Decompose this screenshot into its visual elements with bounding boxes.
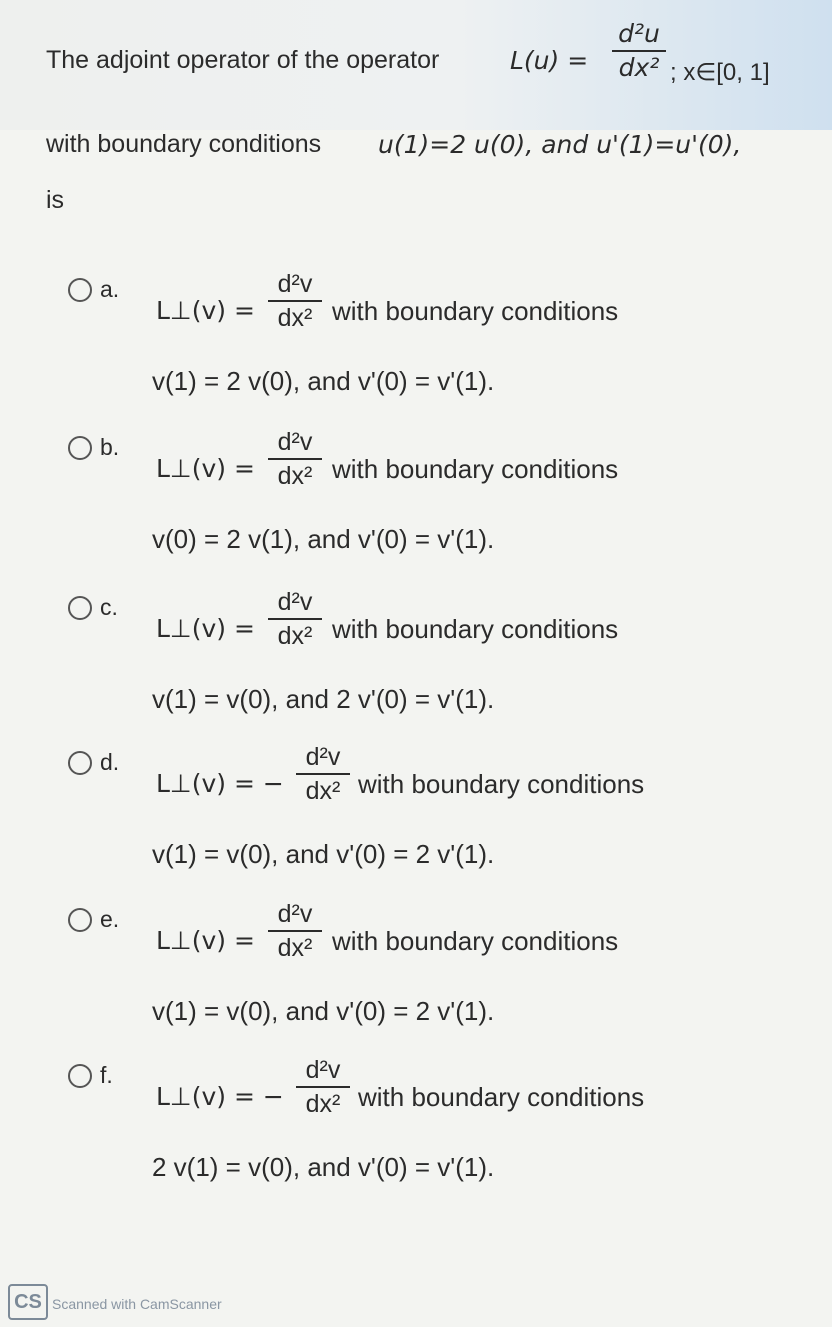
option-fraction [296, 1056, 350, 1118]
question-intro: The adjoint operator of the operator [46, 46, 440, 74]
option-with-text: with boundary conditions [332, 296, 619, 326]
option-fraction-numerator: d²v [305, 743, 341, 771]
option-fraction-numerator: d²v [305, 1056, 341, 1084]
option-letter: e. [100, 906, 120, 932]
domain-text: ; x∈[0, 1] [670, 59, 770, 86]
option-lhs: L⊥(v) = − [156, 1082, 284, 1111]
option-boundary-conditions: v(0) = 2 v(1), and v'(0) = v'(1). [152, 524, 495, 554]
fraction-numerator: d²u [618, 19, 660, 48]
option-fraction-bar [268, 300, 322, 302]
option-lhs: L⊥(v) = [156, 454, 255, 483]
option-lhs: L⊥(v) = − [156, 769, 284, 798]
camscanner-logo: CS [8, 1284, 48, 1320]
fraction-denominator: dx² [618, 53, 660, 82]
option-boundary-conditions: v(1) = v(0), and v'(0) = 2 v'(1). [152, 996, 495, 1026]
option-boundary-conditions: v(1) = 2 v(0), and v'(0) = v'(1). [152, 366, 495, 396]
option-with-text: with boundary conditions [358, 769, 645, 799]
option-radio[interactable] [68, 278, 92, 302]
fraction-bar [612, 50, 666, 52]
option-radio[interactable] [68, 908, 92, 932]
option-fraction-denominator: dx² [277, 934, 313, 962]
option-lhs: L⊥(v) = [156, 614, 255, 643]
operator-fraction [612, 20, 666, 82]
option-fraction-bar [268, 930, 322, 932]
option-fraction-numerator: d²v [277, 588, 313, 616]
option-fraction-denominator: dx² [305, 1090, 341, 1118]
option-fraction-numerator: d²v [277, 270, 313, 298]
option-letter: d. [100, 749, 120, 775]
question-line2: with boundary conditions [46, 130, 322, 158]
option-fraction-numerator: d²v [277, 428, 313, 456]
option-fraction-numerator: d²v [277, 900, 313, 928]
option-fraction [268, 588, 322, 650]
option-radio[interactable] [68, 436, 92, 460]
question-boundary-conditions: u(1)=2 u(0), and u'(1)=u'(0), [378, 130, 742, 159]
option-fraction [268, 428, 322, 490]
option-fraction-denominator: dx² [277, 622, 313, 650]
option-fraction-denominator: dx² [277, 462, 313, 490]
option-fraction-denominator: dx² [305, 777, 341, 805]
option-fraction-denominator: dx² [277, 304, 313, 332]
option-lhs: L⊥(v) = [156, 926, 255, 955]
option-letter: f. [100, 1062, 113, 1088]
option-radio[interactable] [68, 1064, 92, 1088]
option-letter: c. [100, 594, 118, 620]
option-letter: b. [100, 434, 120, 460]
option-fraction-bar [268, 458, 322, 460]
option-radio[interactable] [68, 751, 92, 775]
option-with-text: with boundary conditions [332, 926, 619, 956]
option-with-text: with boundary conditions [332, 614, 619, 644]
option-lhs: L⊥(v) = [156, 296, 255, 325]
option-boundary-conditions: v(1) = v(0), and 2 v'(0) = v'(1). [152, 684, 495, 714]
option-fraction-bar [296, 773, 350, 775]
option-fraction-bar [268, 618, 322, 620]
footer-text: Scanned with CamScanner [52, 1296, 222, 1312]
option-with-text: with boundary conditions [358, 1082, 645, 1112]
operator-lhs: L(u) = [510, 46, 589, 75]
option-fraction [268, 900, 322, 962]
option-fraction [296, 743, 350, 805]
option-radio[interactable] [68, 596, 92, 620]
option-fraction [268, 270, 322, 332]
option-boundary-conditions: 2 v(1) = v(0), and v'(0) = v'(1). [152, 1152, 495, 1182]
option-with-text: with boundary conditions [332, 454, 619, 484]
option-fraction-bar [296, 1086, 350, 1088]
question-line3: is [46, 186, 65, 214]
option-boundary-conditions: v(1) = v(0), and v'(0) = 2 v'(1). [152, 839, 495, 869]
option-letter: a. [100, 276, 120, 302]
